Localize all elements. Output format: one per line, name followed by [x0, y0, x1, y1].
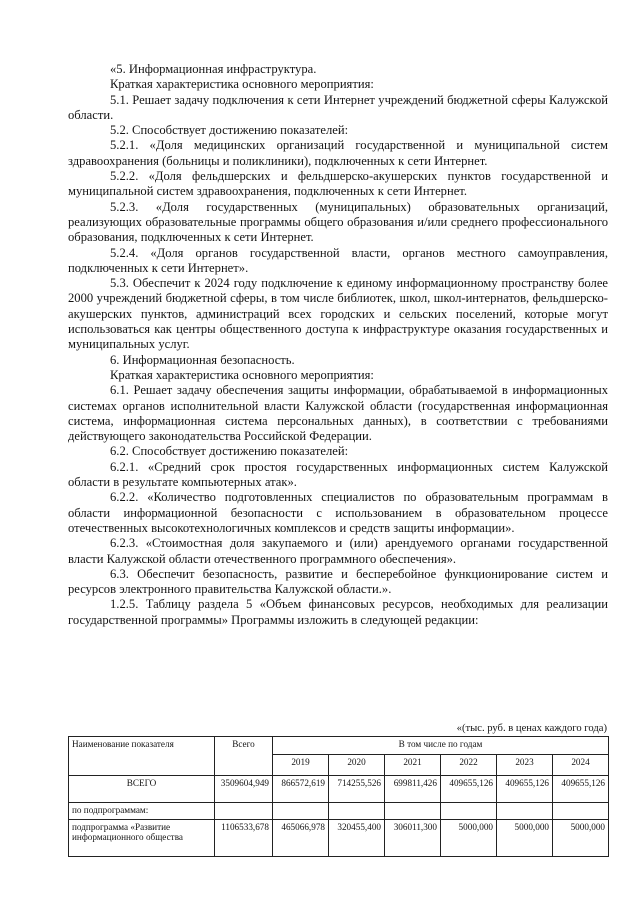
header-year: 2021 — [385, 755, 441, 776]
document-body — [68, 62, 608, 628]
paragraph: 6.2.3. «Стоимостная доля закупаемого и (или) арендуемого органами государственной власти Калужской области отечественного программного обеспечения». — [68, 536, 608, 566]
header-indicator-name: Наименование показателя — [69, 737, 215, 776]
paragraph: 6.3. Обеспечит безопасность, развитие и бесперебойное функционирование систем и ресурсов электронного правительства Калужской области.». — [68, 566, 608, 597]
cell-value: 320455,400 — [329, 820, 385, 857]
cell-value: 5000,000 — [497, 820, 553, 857]
header-year: 2020 — [329, 755, 385, 776]
header-year: 2022 — [441, 755, 497, 776]
header-year: 2019 — [273, 755, 329, 776]
paragraph: 6.2. Способствует достижению показателей: — [110, 444, 349, 459]
header-total: Всего — [215, 737, 273, 776]
cell-empty — [329, 803, 385, 820]
cell-value: 465066,978 — [273, 820, 329, 857]
paragraph: 6.2.2. «Количество подготовленных специалистов по образовательным программам в области информационной безопасности с использованием в образовательном процессе отечественных высокотехнологичных комплексов и средств защиты информации». — [68, 490, 608, 535]
cell-value: 5000,000 — [553, 820, 609, 857]
paragraph: 6.1. Решает задачу обеспечения защиты информации, обрабатываемой в информационных системах органов исполнительной власти Калужской области (государственная информационная система, информационная система персональных данных), в соответствии с требованиями действующего законодательства Российской Федерации. — [68, 383, 608, 444]
row-label: ВСЕГО — [69, 776, 215, 803]
row-label: по подпрограммам: — [69, 803, 215, 820]
paragraph: 5.2.3. «Доля государственных (муниципальных) образовательных организаций, реализующих образовательные программы общего образования и/или среднего профессионального образования, подключенных к сети Интернет. — [68, 199, 608, 245]
cell-value: 714255,526 — [329, 776, 385, 803]
paragraph: Краткая характеристика основного мероприятия: — [110, 77, 374, 92]
cell-empty — [441, 803, 497, 820]
cell-value: 699811,426 — [385, 776, 441, 803]
cell-value: 409655,126 — [553, 776, 609, 803]
cell-empty — [273, 803, 329, 820]
paragraph: 5.2.1. «Доля медицинских организаций государственной и муниципальной систем здравоохранения (больницы и поликлиники), подключенных к сети Интернет. — [68, 138, 608, 168]
paragraph: 6.2.1. «Средний срок простоя государственных информационных систем Калужской области в результате компьютерных атак». — [68, 459, 608, 490]
cell-empty — [497, 803, 553, 820]
header-year: 2023 — [497, 755, 553, 776]
row-label: подпрограмма «Развитие информационного общества — [69, 820, 215, 857]
cell-total: 3509604,949 — [215, 776, 273, 803]
heading-information-infrastructure: «5. Информационная инфраструктура. — [110, 62, 317, 76]
cell-value: 409655,126 — [441, 776, 497, 803]
cell-value: 306011,300 — [385, 820, 441, 857]
budget-table — [68, 736, 609, 857]
heading-information-security: 6. Информационная безопасность. — [110, 352, 295, 367]
cell-value: 5000,000 — [441, 820, 497, 857]
cell-empty — [553, 803, 609, 820]
table-row — [69, 820, 609, 857]
cell-value: 866572,619 — [273, 776, 329, 803]
paragraph: 5.2.4. «Доля органов государственной власти, органов местного самоуправления, подключенных к сети Интернет». — [68, 245, 608, 275]
cell-value: 409655,126 — [497, 776, 553, 803]
table-unit-note: «(тыс. руб. в ценах каждого года) — [456, 723, 607, 734]
cell-empty — [385, 803, 441, 820]
table-row — [69, 803, 609, 820]
table-row — [69, 776, 609, 803]
header-by-years: В том числе по годам — [273, 737, 609, 755]
table-header-row — [69, 737, 609, 755]
paragraph: Краткая характеристика основного мероприятия: — [110, 367, 374, 382]
paragraph: 5.2. Способствует достижению показателей: — [110, 123, 349, 138]
paragraph: 1.2.5. Таблицу раздела 5 «Объем финансовых ресурсов, необходимых для реализации государственной программы» Программы изложить в следующей редакции: — [68, 597, 608, 627]
paragraph: 5.1. Решает задачу подключения к сети Интернет учреждений бюджетной сферы Калужской области. — [68, 92, 608, 122]
cell-total: 1106533,678 — [215, 820, 273, 857]
header-year: 2024 — [553, 755, 609, 776]
cell-empty — [215, 803, 273, 820]
paragraph: 5.2.2. «Доля фельдшерских и фельдшерско-акушерских пунктов государственной и муниципальной систем здравоохранения, подключенных к сети Интернет. — [68, 169, 608, 199]
paragraph: 5.3. Обеспечит к 2024 году подключение к единому информационному пространству более 2000 учреждений бюджетной сферы, в том числе библиотек, школ, школ-интернатов, фельдшерско-акушерских пунктов, администраций всех городских и сельских поселений, которые могут использоваться как центры общественного доступа к инфраструктуре оказания государственных и муниципальных услуг. — [68, 276, 608, 352]
